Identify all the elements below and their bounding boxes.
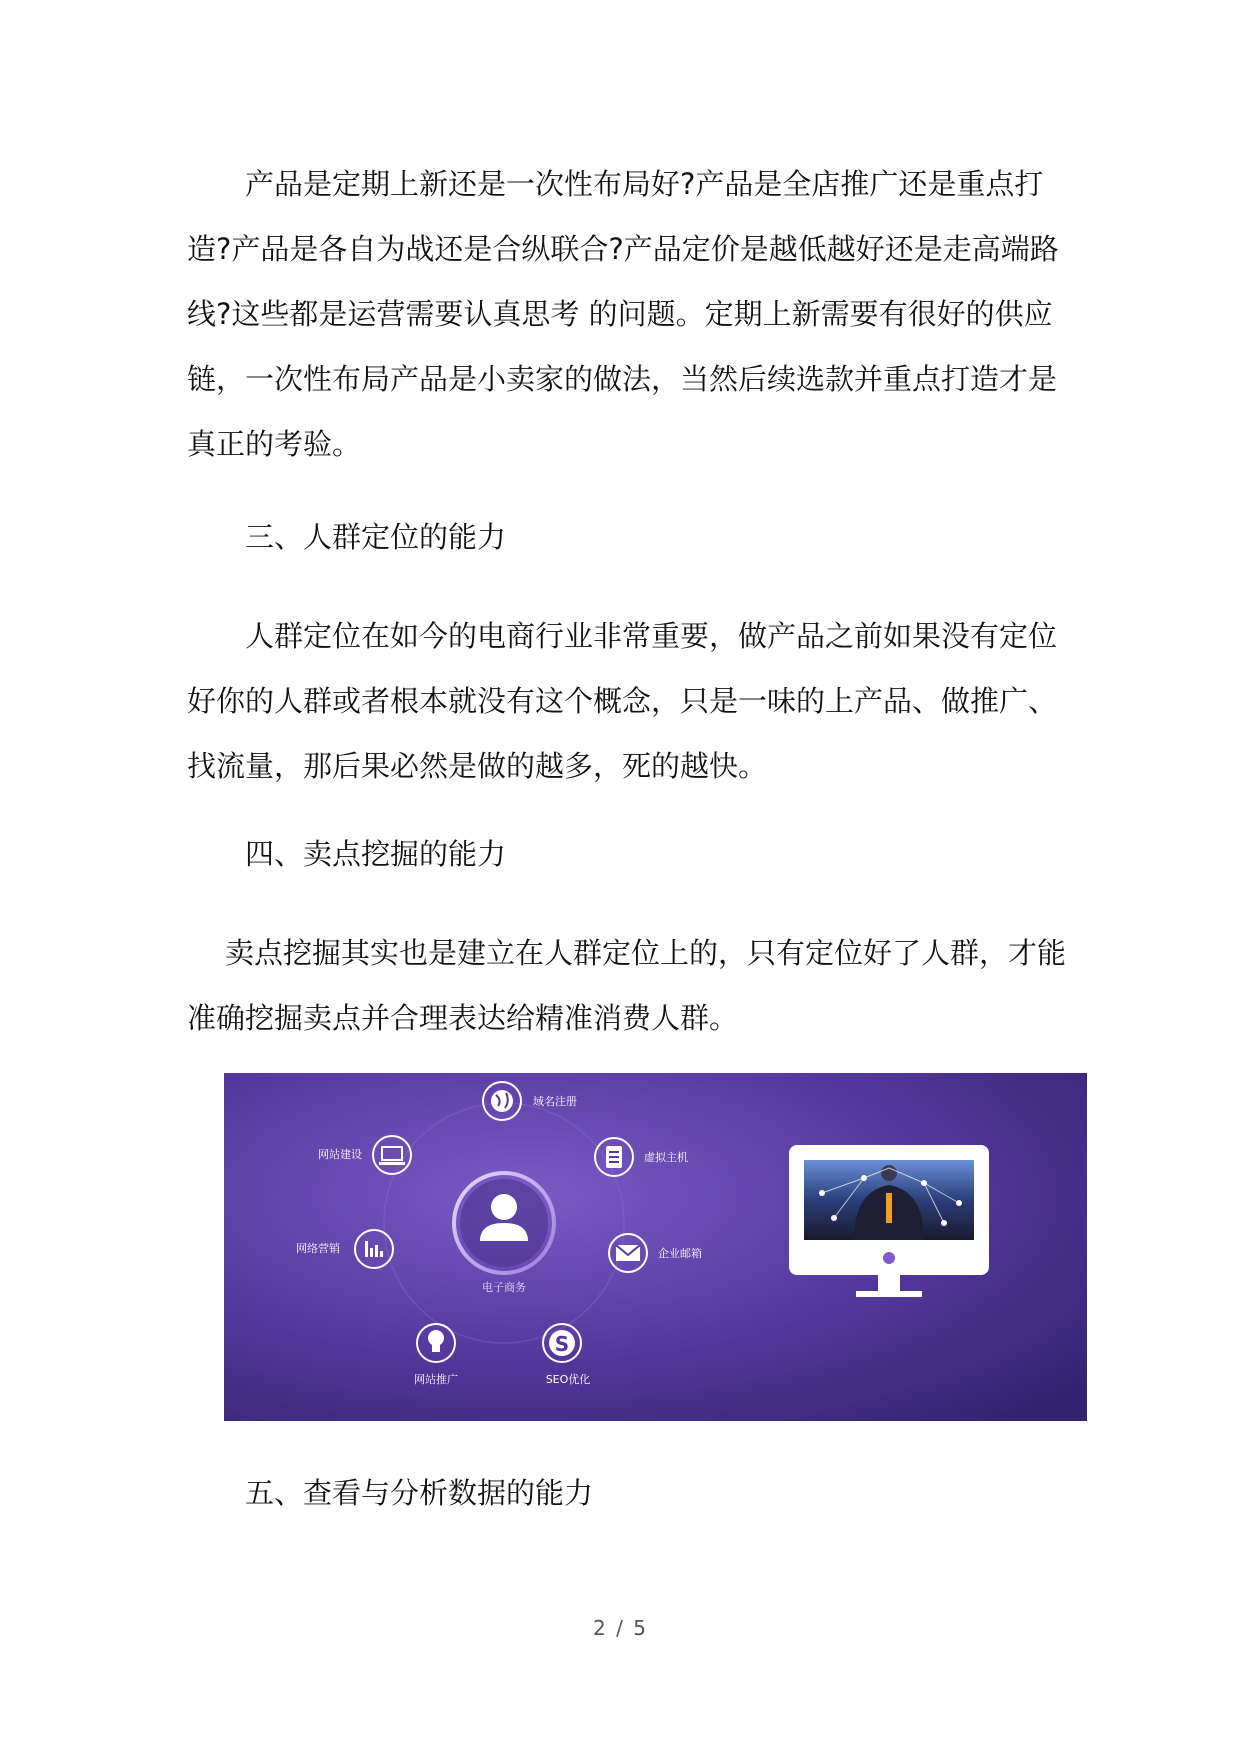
ecommerce-banner-image — [224, 1073, 1087, 1421]
item-seo: SEO优化 — [545, 1373, 591, 1386]
item-promotion: 网站推广 — [414, 1373, 458, 1386]
item-email: 企业邮箱 — [658, 1247, 702, 1260]
page-number: 2 / 5 — [593, 1616, 648, 1640]
monitor-icon — [789, 1145, 989, 1297]
heading-data-analysis: 五、查看与分析数据的能力 — [245, 1476, 594, 1510]
item-host: 虚拟主机 — [644, 1151, 688, 1164]
paragraph-selling-point: 卖点挖掘其实也是建立在人群定位上的，只有定位好了人群，才能准确挖掘卖点并合理表达给精准消费人群。 — [187, 936, 1067, 1035]
ecommerce-user-icon — [454, 1173, 554, 1273]
heading-audience-positioning: 三、人群定位的能力 — [245, 520, 507, 554]
item-marketing: 网络营销 — [296, 1242, 340, 1255]
item-domain: 域名注册 — [533, 1095, 577, 1108]
center-label: 电子商务 — [482, 1281, 526, 1294]
paragraph-audience-positioning: 人群定位在如今的电商行业非常重要，做产品之前如果没有定位好你的人群或者根本就没有这个概念，只是一味的上产品、做推广、找流量，那后果必然是做的越多，死的越快。 — [187, 619, 1058, 783]
paragraph-product-strategy: 产品是定期上新还是一次性布局好?产品是全店推广还是重点打造?产品是各自为战还是合纵联合?产品定价是越低越好还是走高端路线?这些都是运营需要认真思考 的问题。定期上新需要有很好的供应链，一次性布局产品是小卖家的做法，当然后续选款并重点打造才是真正的考验。 — [187, 167, 1059, 461]
seo-letter: S — [554, 1332, 570, 1356]
item-website: 网站建设 — [318, 1148, 362, 1161]
heading-selling-point: 四、卖点挖掘的能力 — [245, 837, 507, 871]
